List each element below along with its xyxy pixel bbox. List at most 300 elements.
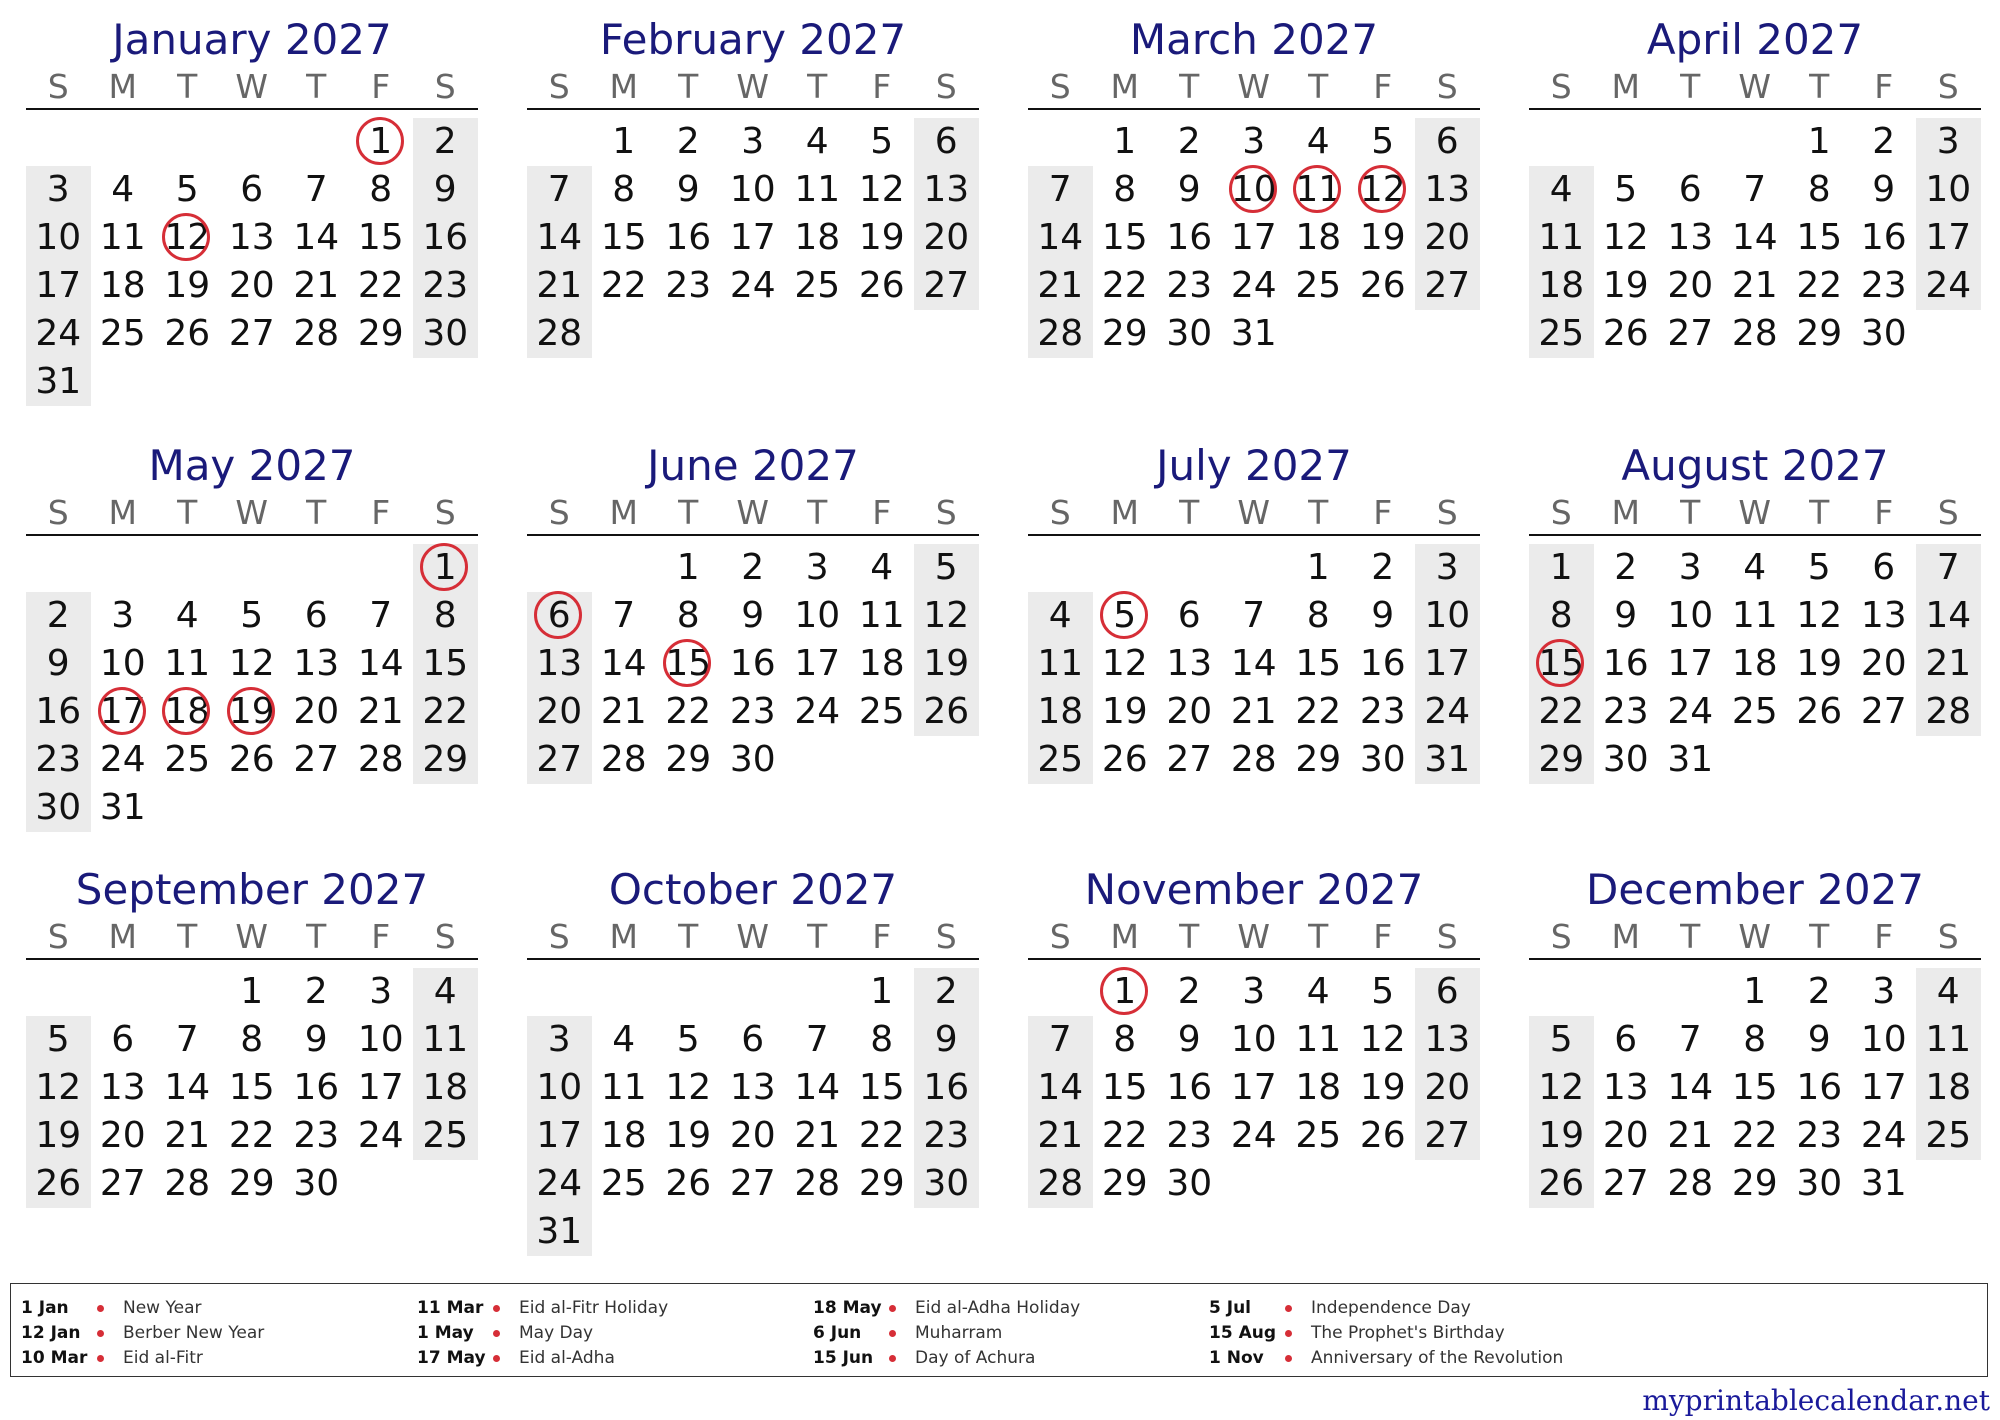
week-row	[1028, 118, 1480, 166]
day-cell: 21	[1916, 640, 1981, 688]
empty-day-cell	[284, 784, 349, 832]
day-cell: 1	[1306, 547, 1330, 588]
bullet-dot-icon	[1285, 1305, 1292, 1312]
week-row	[527, 1064, 979, 1112]
day-cell: 1	[870, 971, 894, 1012]
week-row	[527, 640, 979, 688]
legend-column	[21, 1296, 264, 1371]
month-title: May 2027	[148, 441, 356, 490]
empty-day-cell	[1787, 736, 1852, 784]
weekday-header: T	[1809, 917, 1830, 956]
day-cell: 28	[794, 1163, 841, 1204]
week-row	[1028, 310, 1480, 358]
weekday-header: W	[235, 917, 269, 956]
day-cell: 30	[1166, 313, 1213, 354]
month-calendar	[1529, 864, 1981, 1208]
day-cell: 3	[741, 121, 765, 162]
day-cell: 27	[1667, 313, 1714, 354]
week-row	[26, 1160, 478, 1208]
weekday-header: M	[609, 67, 638, 106]
empty-day-cell	[220, 544, 285, 592]
legend-item	[813, 1296, 1080, 1321]
website-url[interactable]: myprintablecalendar.net	[1642, 1384, 1990, 1417]
day-cell: 9	[1177, 169, 1201, 210]
day-cell: 26	[1529, 1160, 1594, 1208]
day-cell: 27	[1415, 262, 1480, 310]
week-row	[527, 1112, 979, 1160]
day-cell: 23	[1602, 691, 1649, 732]
bullet-dot-icon	[889, 1330, 896, 1337]
weekday-header: S	[1550, 67, 1572, 106]
day-cell: 2	[304, 971, 328, 1012]
day-cell: 6	[1614, 1019, 1638, 1060]
empty-day-cell	[1916, 1160, 1981, 1208]
holiday-circle-icon	[1536, 639, 1584, 687]
month-title: June 2027	[647, 441, 859, 490]
empty-day-cell	[1286, 1160, 1351, 1208]
day-cell: 2	[1807, 971, 1831, 1012]
weekday-header-row	[1028, 916, 1480, 960]
day-cell: 10	[527, 1064, 592, 1112]
day-cell: 30	[1860, 313, 1907, 354]
week-row	[1529, 736, 1981, 784]
month-days	[1529, 544, 1981, 784]
day-cell: 19	[914, 640, 979, 688]
week-row	[1529, 592, 1981, 640]
holiday-name: New Year	[123, 1298, 202, 1318]
week-row	[527, 688, 979, 736]
week-row	[1028, 592, 1480, 640]
day-cell: 27	[228, 313, 275, 354]
weekday-header: T	[807, 493, 828, 532]
week-row	[26, 1064, 478, 1112]
day-cell: 30	[26, 784, 91, 832]
day-cell: 23	[1860, 265, 1907, 306]
empty-day-cell	[1723, 118, 1788, 166]
week-row	[1028, 640, 1480, 688]
day-cell: 11	[164, 643, 211, 684]
day-cell: 14	[164, 1067, 211, 1108]
weekday-header: S	[935, 493, 957, 532]
empty-day-cell	[91, 118, 156, 166]
weekday-header: S	[1049, 493, 1071, 532]
month-title: January 2027	[112, 15, 392, 64]
empty-day-cell	[850, 736, 915, 784]
empty-day-cell	[785, 968, 850, 1016]
day-cell: 6	[240, 169, 264, 210]
week-row	[1028, 688, 1480, 736]
holiday-day-cell: 12	[1351, 166, 1416, 214]
legend-item	[1209, 1296, 1563, 1321]
day-cell: 13	[1166, 643, 1213, 684]
day-cell: 23	[1796, 1115, 1843, 1156]
day-cell: 26	[228, 739, 275, 780]
day-cell: 7	[1028, 166, 1093, 214]
day-cell: 2	[1371, 547, 1395, 588]
empty-day-cell	[1351, 310, 1416, 358]
day-cell: 20	[293, 691, 340, 732]
holiday-day-cell: 18	[155, 688, 220, 736]
day-cell: 2	[914, 968, 979, 1016]
holiday-circle-icon	[1358, 165, 1406, 213]
day-cell: 15	[1295, 643, 1342, 684]
day-cell: 9	[1177, 1019, 1201, 1060]
day-cell: 9	[914, 1016, 979, 1064]
empty-day-cell	[1658, 118, 1723, 166]
empty-day-cell	[349, 544, 414, 592]
weekday-header: T	[678, 917, 699, 956]
week-row	[26, 592, 478, 640]
day-cell: 21	[1028, 1112, 1093, 1160]
empty-day-cell	[850, 310, 915, 358]
day-cell: 2	[1177, 971, 1201, 1012]
day-cell: 22	[858, 1115, 905, 1156]
day-cell: 25	[858, 691, 905, 732]
weekday-header-row	[1529, 492, 1981, 536]
day-cell: 27	[293, 739, 340, 780]
day-cell: 5	[1371, 121, 1395, 162]
empty-day-cell	[592, 968, 657, 1016]
holiday-day-cell: 1	[413, 544, 478, 592]
weekday-header: T	[1308, 67, 1329, 106]
empty-day-cell	[155, 118, 220, 166]
weekday-header: T	[807, 917, 828, 956]
day-cell: 8	[1113, 1019, 1137, 1060]
weekday-header: S	[1436, 493, 1458, 532]
day-cell: 29	[1796, 313, 1843, 354]
day-cell: 2	[1177, 121, 1201, 162]
day-cell: 21	[293, 265, 340, 306]
day-cell: 6	[1177, 595, 1201, 636]
month-title: February 2027	[599, 15, 907, 64]
day-cell: 18	[1295, 217, 1342, 258]
day-cell: 4	[870, 547, 894, 588]
day-cell: 20	[1415, 214, 1480, 262]
day-cell: 14	[794, 1067, 841, 1108]
day-cell: 9	[741, 595, 765, 636]
day-cell: 11	[794, 169, 841, 210]
weekday-header: T	[177, 493, 198, 532]
holiday-date: 5 Jul	[1209, 1298, 1252, 1318]
holiday-circle-icon	[1100, 967, 1148, 1015]
weekday-header: S	[1937, 917, 1959, 956]
day-cell: 20	[1602, 1115, 1649, 1156]
month-days	[1028, 118, 1480, 358]
empty-day-cell	[1529, 118, 1594, 166]
week-row	[26, 262, 478, 310]
day-cell: 6	[1415, 968, 1480, 1016]
day-cell: 12	[1359, 1019, 1406, 1060]
day-cell: 30	[1796, 1163, 1843, 1204]
empty-day-cell	[1028, 544, 1093, 592]
month-calendar	[26, 864, 478, 1208]
empty-day-cell	[527, 968, 592, 1016]
day-cell: 5	[1371, 971, 1395, 1012]
holiday-date: 15 Jun	[813, 1348, 874, 1368]
day-cell: 10	[1667, 595, 1714, 636]
day-cell: 9	[1614, 595, 1638, 636]
day-cell: 22	[1101, 1115, 1148, 1156]
day-cell: 3	[1415, 544, 1480, 592]
month-calendar	[1028, 864, 1480, 1208]
day-cell: 23	[665, 265, 712, 306]
holiday-circle-icon	[356, 117, 404, 165]
day-cell: 13	[228, 217, 275, 258]
day-cell: 16	[413, 214, 478, 262]
day-cell: 29	[1731, 1163, 1778, 1204]
weekday-header: S	[1049, 917, 1071, 956]
day-cell: 9	[26, 640, 91, 688]
empty-day-cell	[284, 544, 349, 592]
holiday-name: Day of Achura	[915, 1348, 1036, 1368]
day-cell: 29	[1295, 739, 1342, 780]
day-cell: 21	[164, 1115, 211, 1156]
day-cell: 16	[26, 688, 91, 736]
empty-day-cell	[592, 1208, 657, 1256]
weekday-header: W	[1237, 67, 1271, 106]
weekday-header: T	[1179, 493, 1200, 532]
weekday-header: S	[47, 67, 69, 106]
day-cell: 27	[527, 736, 592, 784]
day-cell: 23	[1166, 1115, 1213, 1156]
empty-day-cell	[914, 736, 979, 784]
day-cell: 6	[1872, 547, 1896, 588]
day-cell: 2	[1872, 121, 1896, 162]
day-cell: 29	[1101, 1163, 1148, 1204]
day-cell: 19	[26, 1112, 91, 1160]
week-row	[1028, 736, 1480, 784]
day-cell: 1	[1743, 971, 1767, 1012]
day-cell: 20	[99, 1115, 146, 1156]
day-cell: 25	[1295, 1115, 1342, 1156]
day-cell: 8	[369, 169, 393, 210]
empty-day-cell	[349, 784, 414, 832]
day-cell: 8	[1306, 595, 1330, 636]
day-cell: 15	[1101, 1067, 1148, 1108]
week-row	[1529, 688, 1981, 736]
holiday-day-cell: 15	[1529, 640, 1594, 688]
week-row	[527, 1016, 979, 1064]
empty-day-cell	[220, 118, 285, 166]
month-title: December 2027	[1585, 865, 1925, 914]
week-row	[527, 214, 979, 262]
holiday-circle-icon	[98, 687, 146, 735]
weekday-header: S	[1550, 493, 1572, 532]
week-row	[1028, 166, 1480, 214]
empty-day-cell	[785, 736, 850, 784]
week-row	[26, 736, 478, 784]
day-cell: 4	[612, 1019, 636, 1060]
day-cell: 8	[1743, 1019, 1767, 1060]
day-cell: 18	[858, 643, 905, 684]
empty-day-cell	[592, 544, 657, 592]
day-cell: 23	[293, 1115, 340, 1156]
weekday-header: T	[1809, 493, 1830, 532]
day-cell: 8	[413, 592, 478, 640]
holiday-day-cell: 1	[349, 118, 414, 166]
weekday-header: T	[177, 67, 198, 106]
empty-day-cell	[1028, 968, 1093, 1016]
day-cell: 19	[1359, 1067, 1406, 1108]
day-cell: 24	[1230, 265, 1277, 306]
day-cell: 8	[1529, 592, 1594, 640]
day-cell: 19	[858, 217, 905, 258]
week-row	[1529, 640, 1981, 688]
day-cell: 12	[1602, 217, 1649, 258]
weekday-header: S	[548, 917, 570, 956]
day-cell: 20	[729, 1115, 776, 1156]
month-calendar	[527, 14, 979, 358]
day-cell: 12	[26, 1064, 91, 1112]
weekday-header: T	[678, 493, 699, 532]
empty-day-cell	[155, 784, 220, 832]
day-cell: 9	[413, 166, 478, 214]
day-cell: 4	[111, 169, 135, 210]
day-cell: 19	[1529, 1112, 1594, 1160]
empty-day-cell	[1093, 544, 1158, 592]
day-cell: 10	[1230, 1019, 1277, 1060]
day-cell: 28	[293, 313, 340, 354]
day-cell: 12	[665, 1067, 712, 1108]
month-title: July 2027	[1156, 441, 1352, 490]
empty-day-cell	[1658, 968, 1723, 1016]
day-cell: 24	[357, 1115, 404, 1156]
day-cell: 22	[1295, 691, 1342, 732]
day-cell: 3	[1242, 121, 1266, 162]
month-calendar	[527, 440, 979, 784]
day-cell: 17	[1667, 643, 1714, 684]
weekday-header-row	[1028, 66, 1480, 110]
day-cell: 11	[1295, 1019, 1342, 1060]
day-cell: 31	[99, 787, 146, 828]
month-days	[1028, 544, 1480, 784]
day-cell: 12	[914, 592, 979, 640]
day-cell: 19	[1602, 265, 1649, 306]
weekday-header: F	[1874, 493, 1894, 532]
day-cell: 3	[805, 547, 829, 588]
empty-day-cell	[91, 968, 156, 1016]
week-row	[1529, 968, 1981, 1016]
day-cell: 24	[99, 739, 146, 780]
week-row	[26, 640, 478, 688]
day-cell: 21	[1230, 691, 1277, 732]
weekday-header: W	[736, 493, 770, 532]
day-cell: 14	[1731, 217, 1778, 258]
week-row	[527, 544, 979, 592]
day-cell: 30	[1359, 739, 1406, 780]
day-cell: 4	[413, 968, 478, 1016]
day-cell: 8	[1807, 169, 1831, 210]
weekday-header: T	[1308, 917, 1329, 956]
day-cell: 1	[1113, 121, 1137, 162]
empty-day-cell	[220, 358, 285, 406]
day-cell: 4	[1028, 592, 1093, 640]
day-cell: 25	[1295, 265, 1342, 306]
day-cell: 30	[914, 1160, 979, 1208]
legend-column	[813, 1296, 1080, 1371]
day-cell: 9	[1807, 1019, 1831, 1060]
day-cell: 3	[111, 595, 135, 636]
day-cell: 23	[729, 691, 776, 732]
empty-day-cell	[1852, 736, 1917, 784]
holiday-day-cell: 1	[1093, 968, 1158, 1016]
day-cell: 2	[26, 592, 91, 640]
day-cell: 11	[600, 1067, 647, 1108]
weekday-header: S	[434, 67, 456, 106]
day-cell: 13	[293, 643, 340, 684]
day-cell: 10	[1860, 1019, 1907, 1060]
day-cell: 28	[600, 739, 647, 780]
holiday-day-cell: 10	[1222, 166, 1287, 214]
holiday-day-cell: 19	[220, 688, 285, 736]
day-cell: 24	[26, 310, 91, 358]
weekday-header: F	[1373, 917, 1393, 956]
month-days	[1529, 968, 1981, 1208]
day-cell: 8	[870, 1019, 894, 1060]
day-cell: 25	[1916, 1112, 1981, 1160]
weekday-header: F	[872, 493, 892, 532]
month-days	[1529, 118, 1981, 358]
day-cell: 20	[1166, 691, 1213, 732]
week-row	[527, 1208, 979, 1256]
day-cell: 18	[1028, 688, 1093, 736]
day-cell: 20	[914, 214, 979, 262]
day-cell: 23	[26, 736, 91, 784]
weekday-header: S	[1937, 67, 1959, 106]
weekday-header: F	[371, 917, 391, 956]
weekday-header: M	[609, 917, 638, 956]
week-row	[1529, 310, 1981, 358]
empty-day-cell	[1916, 310, 1981, 358]
day-cell: 16	[1796, 1067, 1843, 1108]
day-cell: 17	[1415, 640, 1480, 688]
legend-item	[417, 1346, 668, 1371]
day-cell: 16	[665, 217, 712, 258]
week-row	[1028, 1016, 1480, 1064]
weekday-header: T	[1680, 917, 1701, 956]
day-cell: 29	[1101, 313, 1148, 354]
day-cell: 17	[26, 262, 91, 310]
weekday-header: S	[935, 67, 957, 106]
day-cell: 24	[729, 265, 776, 306]
day-cell: 24	[1916, 262, 1981, 310]
empty-day-cell	[1594, 968, 1659, 1016]
day-cell: 12	[1796, 595, 1843, 636]
day-cell: 22	[228, 1115, 275, 1156]
weekday-header: F	[1373, 67, 1393, 106]
empty-day-cell	[1286, 310, 1351, 358]
day-cell: 9	[676, 169, 700, 210]
holiday-circle-icon	[162, 687, 210, 735]
weekday-header: S	[1049, 67, 1071, 106]
legend-item	[21, 1296, 264, 1321]
weekday-header: T	[177, 917, 198, 956]
bullet-dot-icon	[97, 1330, 104, 1337]
day-cell: 22	[600, 265, 647, 306]
day-cell: 9	[1371, 595, 1395, 636]
day-cell: 13	[1860, 595, 1907, 636]
day-cell: 12	[1101, 643, 1148, 684]
weekday-header: W	[1738, 493, 1772, 532]
empty-day-cell	[220, 784, 285, 832]
day-cell: 28	[1028, 310, 1093, 358]
day-cell: 19	[164, 265, 211, 306]
empty-day-cell	[721, 310, 786, 358]
day-cell: 21	[1731, 265, 1778, 306]
day-cell: 13	[914, 166, 979, 214]
day-cell: 18	[1529, 262, 1594, 310]
day-cell: 10	[357, 1019, 404, 1060]
